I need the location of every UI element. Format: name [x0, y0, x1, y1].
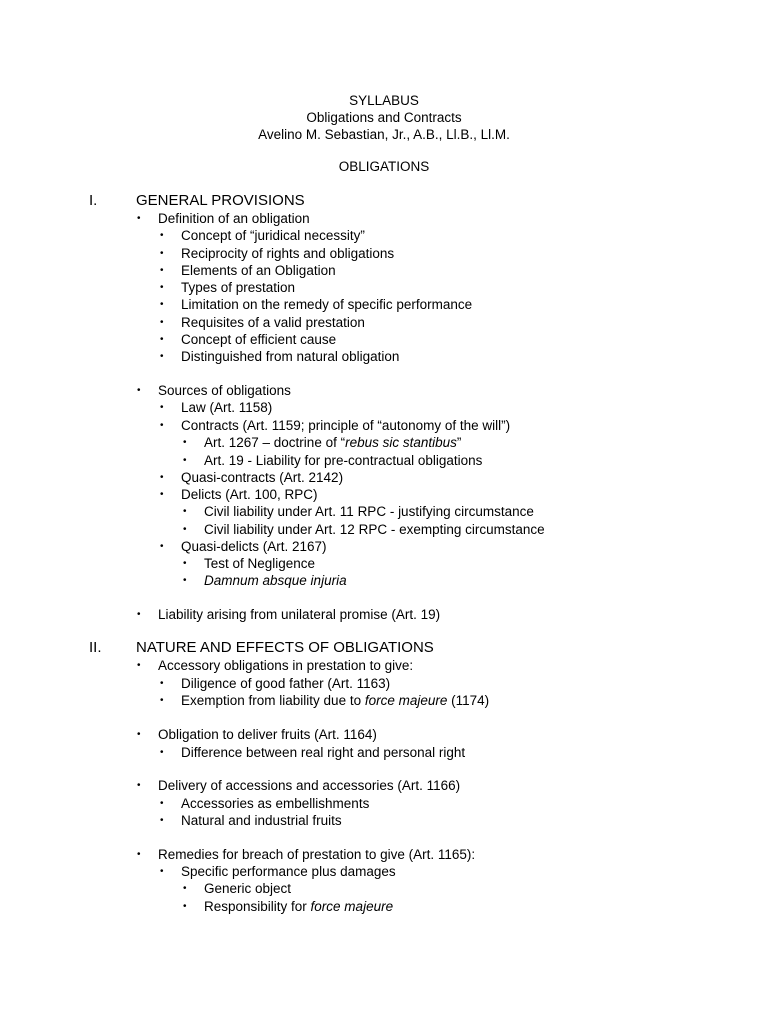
list-item: Art. 1267 – doctrine of “rebus sic stantibus” [204, 435, 462, 450]
bullet: • [137, 385, 141, 396]
bullet: • [183, 524, 187, 535]
bullet: • [183, 901, 187, 912]
bullet: • [137, 849, 141, 860]
list-item: Accessories as embellishments [181, 796, 370, 811]
bullet: • [183, 437, 187, 448]
list-item: Specific performance plus damages [181, 864, 396, 879]
list-item: Obligation to deliver fruits (Art. 1164) [158, 727, 377, 742]
list-item: Delicts (Art. 100, RPC) [181, 487, 318, 502]
list-item: Concept of “juridical necessity” [181, 228, 365, 243]
list-item: Quasi-contracts (Art. 2142) [181, 470, 344, 485]
list-item: Quasi-delicts (Art. 2167) [181, 539, 327, 554]
doc-part-title: OBLIGATIONS [338, 159, 430, 174]
list-item: Limitation on the remedy of specific performance [181, 297, 473, 312]
bullet: • [137, 660, 141, 671]
list-item: Elements of an Obligation [181, 263, 336, 278]
list-item: Civil liability under Art. 12 RPC - exempting circumstance [204, 522, 545, 537]
bullet: • [160, 866, 164, 877]
bullet: • [183, 558, 187, 569]
bullet: • [160, 282, 164, 293]
list-item: Test of Negligence [204, 556, 316, 571]
doc-title: SYLLABUS [349, 93, 419, 108]
list-item: Diligence of good father (Art. 1163) [181, 676, 391, 691]
list-item: Law (Art. 1158) [181, 400, 273, 415]
bullet: • [160, 334, 164, 345]
list-item: Liability arising from unilateral promise (Art. 19) [158, 607, 441, 622]
bullet: • [160, 402, 164, 413]
bullet: • [183, 455, 187, 466]
italic-term: force majeure [310, 899, 394, 914]
list-item: Types of prestation [181, 280, 296, 295]
bullet: • [183, 883, 187, 894]
bullet: • [160, 678, 164, 689]
list-item: Definition of an obligation [158, 211, 310, 226]
section-number: II. [89, 639, 102, 656]
section-title: GENERAL PROVISIONS [136, 192, 305, 209]
list-item: Responsibility for force majeure [204, 899, 394, 914]
list-item: Exemption from liability due to force majeure (1174) [181, 693, 490, 708]
bullet: • [160, 472, 164, 483]
bullet: • [160, 230, 164, 241]
italic-term: force majeure [364, 693, 448, 708]
list-item: Requisites of a valid prestation [181, 315, 365, 330]
list-item: Reciprocity of rights and obligations [181, 246, 395, 261]
bullet: • [160, 265, 164, 276]
list-item: Sources of obligations [158, 383, 291, 398]
list-item: Civil liability under Art. 11 RPC - justifying circumstance [204, 504, 534, 519]
bullet: • [160, 420, 164, 431]
italic-term: Damnum absque injuria [204, 573, 347, 588]
list-item: Generic object [204, 881, 292, 896]
bullet: • [160, 541, 164, 552]
document-header [0, 92, 768, 175]
doc-author: Avelino M. Sebastian, Jr., A.B., Ll.B., Ll.M. [258, 127, 510, 142]
list-item: Difference between real right and personal right [181, 745, 466, 760]
italic-term: rebus sic stantibus [345, 435, 457, 450]
bullet: • [160, 695, 164, 706]
list-item: Art. 19 - Liability for pre-contractual obligations [204, 453, 483, 468]
list-item: Distinguished from natural obligation [181, 349, 400, 364]
bullet: • [160, 815, 164, 826]
list-item: Contracts (Art. 1159; principle of “autonomy of the will”) [181, 418, 511, 433]
list-item: Accessory obligations in prestation to give: [158, 658, 414, 673]
bullet: • [137, 729, 141, 740]
list-item: Delivery of accessions and accessories (Art. 1166) [158, 778, 461, 793]
bullet: • [160, 798, 164, 809]
bullet: • [160, 747, 164, 758]
bullet: • [137, 609, 141, 620]
bullet: • [160, 351, 164, 362]
bullet: • [137, 780, 141, 791]
bullet: • [183, 506, 187, 517]
bullet: • [183, 575, 187, 586]
section-number: I. [89, 192, 98, 209]
bullet: • [160, 248, 164, 259]
list-item: Concept of efficient cause [181, 332, 337, 347]
bullet: • [137, 213, 141, 224]
list-item: Remedies for breach of prestation to give (Art. 1165): [158, 847, 476, 862]
bullet: • [160, 489, 164, 500]
bullet: • [160, 299, 164, 310]
doc-subtitle: Obligations and Contracts [306, 110, 462, 125]
bullet: • [160, 317, 164, 328]
list-item [204, 572, 347, 589]
list-item: Natural and industrial fruits [181, 813, 342, 828]
section-title: NATURE AND EFFECTS OF OBLIGATIONS [136, 639, 434, 656]
